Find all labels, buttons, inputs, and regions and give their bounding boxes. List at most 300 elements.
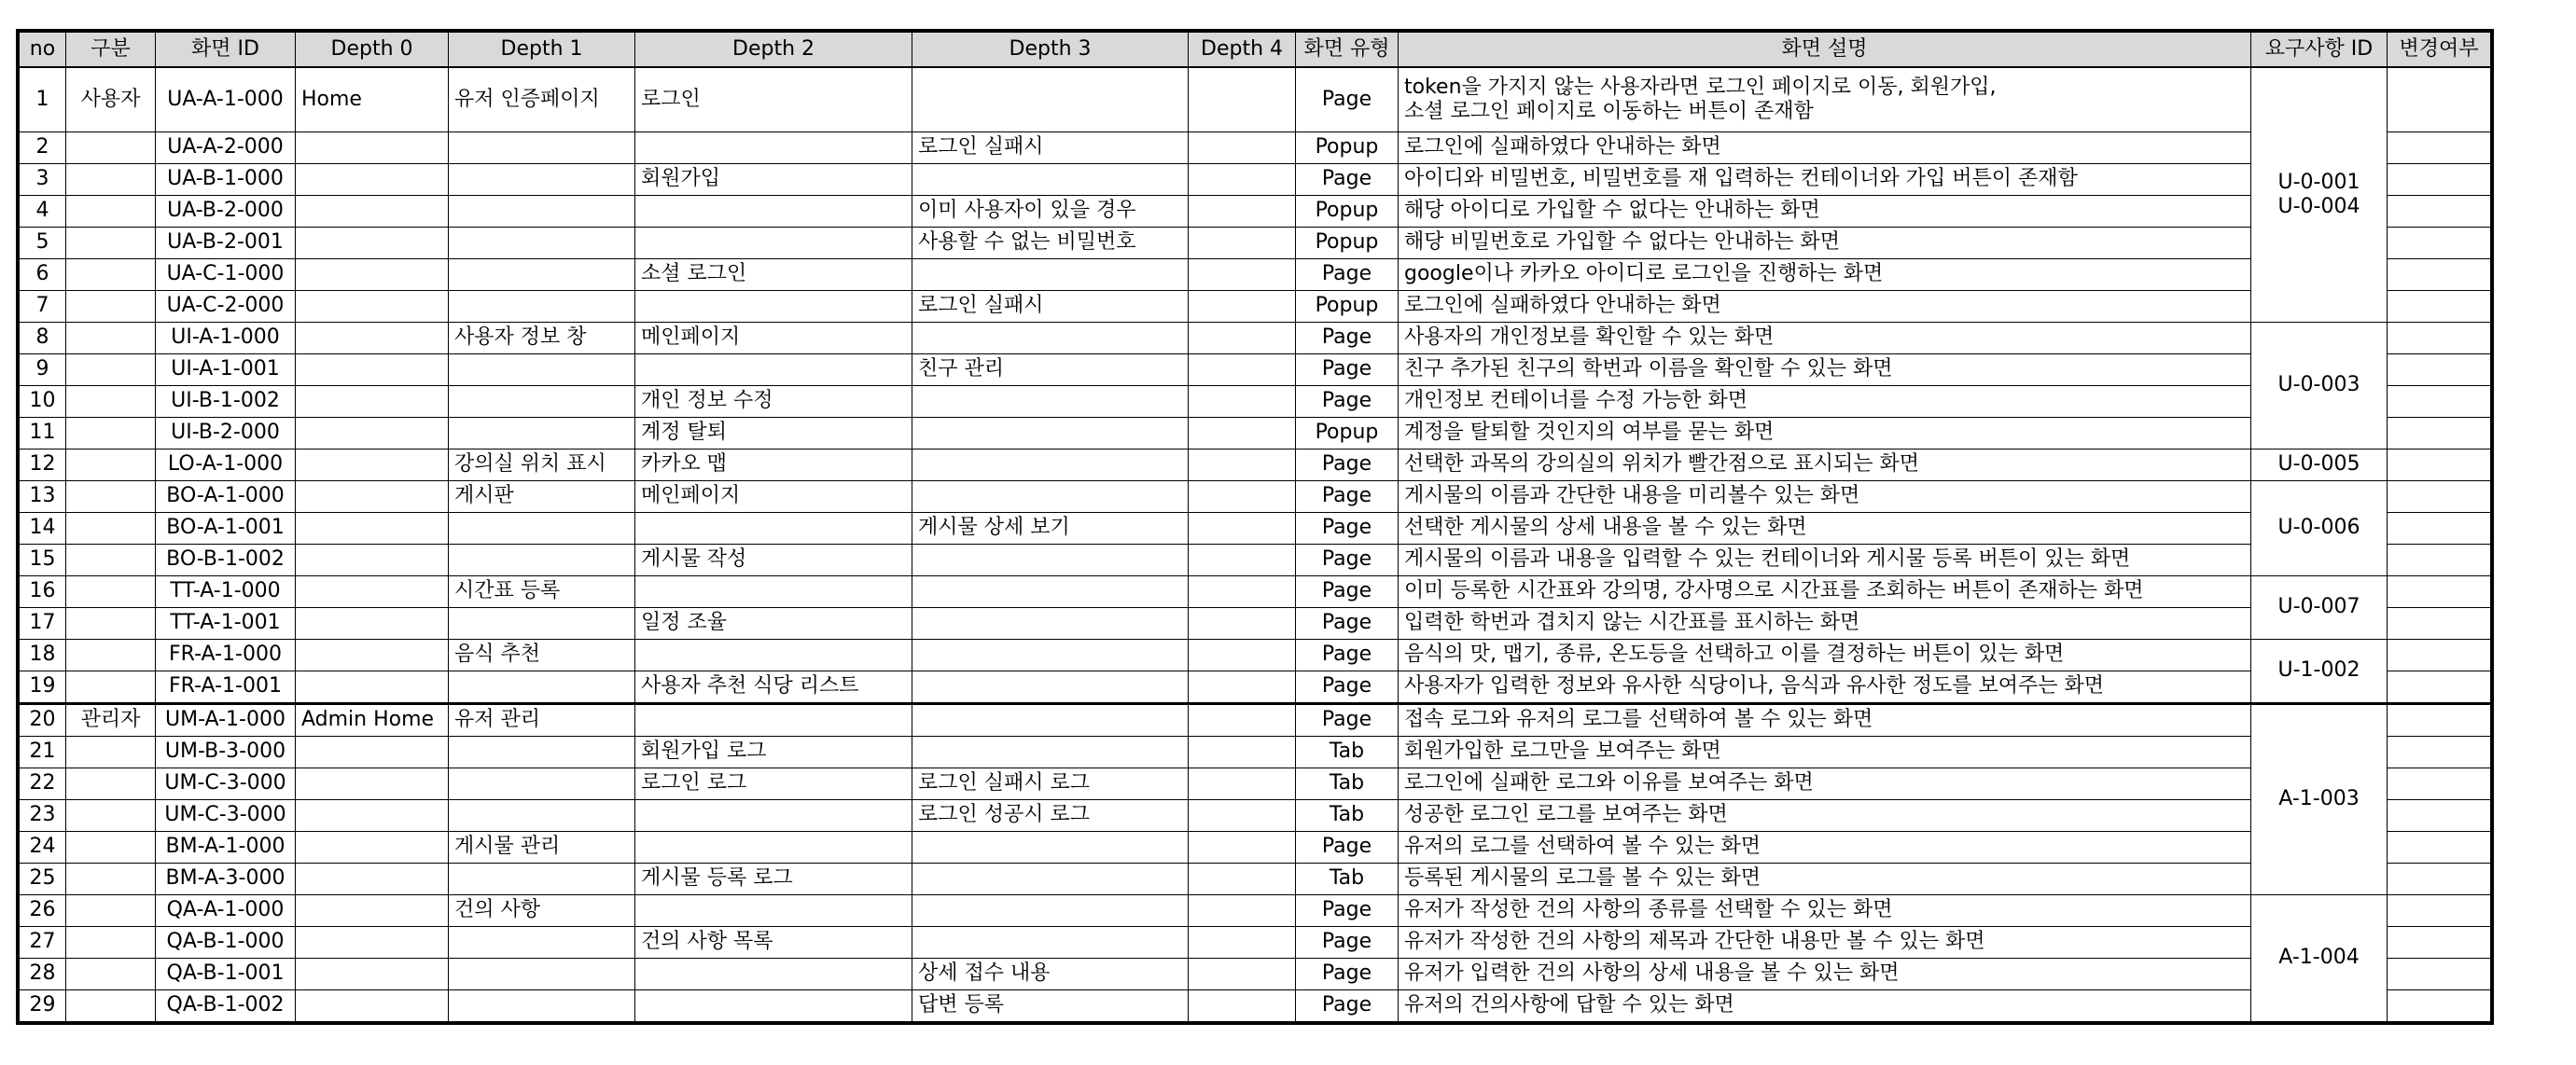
row-number: 1 [20, 67, 66, 132]
group-cell [66, 386, 156, 418]
description-cell [1399, 450, 2251, 481]
description-text: 게시물의 이름과 내용을 입력할 수 있는 컨테이너와 게시물 등록 버튼이 있는 화면 [1404, 547, 2131, 572]
depth1-cell [449, 132, 635, 164]
screen-id-cell: UM-C-3-000 [156, 800, 296, 832]
description-cell [1399, 640, 2251, 671]
depth0-cell [296, 132, 449, 164]
row-number: 20 [20, 704, 66, 737]
depth3-cell: 로그인 실패시 [912, 132, 1189, 164]
changed-cell [2388, 990, 2491, 1022]
group-cell [66, 545, 156, 576]
screen-type-cell: Page [1296, 259, 1399, 291]
description-cell [1399, 67, 2251, 132]
depth4-cell [1189, 228, 1296, 259]
changed-cell [2388, 418, 2491, 450]
row-number: 18 [20, 640, 66, 671]
table-row [20, 228, 2491, 259]
screen-id-cell: TT-A-1-000 [156, 576, 296, 608]
screen-id-cell: BO-A-1-001 [156, 513, 296, 545]
depth1-cell: 유저 관리 [449, 704, 635, 737]
depth3-cell: 로그인 실패시 [912, 291, 1189, 323]
requirement-id-cell: U-1-002 [2251, 640, 2388, 704]
table-row [20, 259, 2491, 291]
screen-type-cell: Page [1296, 164, 1399, 196]
description-cell [1399, 704, 2251, 737]
table-row [20, 513, 2491, 545]
depth2-cell [635, 196, 912, 228]
table-row [20, 196, 2491, 228]
header-cell: Depth 2 [635, 33, 912, 68]
table-body [20, 67, 2491, 1022]
row-number: 15 [20, 545, 66, 576]
group-cell: 사용자 [66, 67, 156, 132]
table-row [20, 386, 2491, 418]
depth1-cell: 유저 인증페이지 [449, 67, 635, 132]
depth2-cell: 메인페이지 [635, 481, 912, 513]
description-cell [1399, 323, 2251, 354]
table-row [20, 164, 2491, 196]
depth0-cell: Home [296, 67, 449, 132]
depth0-cell [296, 354, 449, 386]
depth0-cell [296, 323, 449, 354]
group-cell [66, 895, 156, 927]
depth3-cell: 로그인 실패시 로그 [912, 768, 1189, 800]
description-cell [1399, 671, 2251, 704]
depth1-cell [449, 737, 635, 768]
depth4-cell [1189, 990, 1296, 1022]
depth4-cell [1189, 864, 1296, 895]
depth0-cell [296, 576, 449, 608]
depth3-cell [912, 164, 1189, 196]
screen-id-cell: UA-C-1-000 [156, 259, 296, 291]
screen-type-cell: Page [1296, 832, 1399, 864]
group-cell [66, 608, 156, 640]
depth1-cell [449, 990, 635, 1022]
table-row [20, 608, 2491, 640]
screen-type-cell: Page [1296, 576, 1399, 608]
screen-id-cell: UA-C-2-000 [156, 291, 296, 323]
description-text: 등록된 게시물의 로그를 볼 수 있는 화면 [1404, 866, 1761, 891]
depth2-cell [635, 990, 912, 1022]
depth3-cell [912, 704, 1189, 737]
depth4-cell [1189, 800, 1296, 832]
description-cell [1399, 990, 2251, 1022]
header-cell: 화면 ID [156, 33, 296, 68]
depth4-cell [1189, 450, 1296, 481]
table-row [20, 67, 2491, 132]
description-cell [1399, 768, 2251, 800]
changed-cell [2388, 545, 2491, 576]
group-cell [66, 259, 156, 291]
table-row [20, 418, 2491, 450]
header-cell: Depth 0 [296, 33, 449, 68]
description-cell [1399, 832, 2251, 864]
screen-id-cell: UI-B-2-000 [156, 418, 296, 450]
screen-type-cell: Tab [1296, 864, 1399, 895]
description-text: 유저의 건의사항에 답할 수 있는 화면 [1404, 993, 1734, 1017]
description-text: 이미 등록한 시간표와 강의명, 강사명으로 시간표를 조회하는 버튼이 존재하는 화면 [1404, 579, 2144, 603]
description-text: 유저가 입력한 건의 사항의 상세 내용을 볼 수 있는 화면 [1404, 961, 1900, 986]
description-text: 해당 비밀번호로 가입할 수 없다는 안내하는 화면 [1404, 230, 1841, 255]
depth4-cell [1189, 576, 1296, 608]
screen-type-cell: Page [1296, 990, 1399, 1022]
description-cell [1399, 418, 2251, 450]
changed-cell [2388, 959, 2491, 990]
description-text-line2: 소셜 로그인 페이지로 이동하는 버튼이 존재함 [1404, 100, 1814, 123]
description-text: 계정을 탈퇴할 것인지의 여부를 묻는 화면 [1404, 421, 1775, 445]
header-cell: 화면 유형 [1296, 33, 1399, 68]
depth4-cell [1189, 291, 1296, 323]
requirement-id-cell: U-0-003 [2251, 323, 2388, 450]
group-cell [66, 132, 156, 164]
header-cell: 화면 설명 [1399, 33, 2251, 68]
description-text: 유저가 작성한 건의 사항의 제목과 간단한 내용만 볼 수 있는 화면 [1404, 930, 1985, 954]
depth1-cell [449, 608, 635, 640]
depth3-cell [912, 323, 1189, 354]
group-cell [66, 640, 156, 671]
depth3-cell [912, 450, 1189, 481]
changed-cell [2388, 386, 2491, 418]
depth4-cell [1189, 768, 1296, 800]
description-text: 회원가입한 로그만을 보여주는 화면 [1404, 740, 1721, 764]
description-text: 친구 추가된 친구의 학번과 이름을 확인할 수 있는 화면 [1404, 357, 1893, 381]
row-number: 16 [20, 576, 66, 608]
requirement-id-cell: A-1-004 [2251, 895, 2388, 1022]
depth0-cell [296, 895, 449, 927]
depth4-cell [1189, 196, 1296, 228]
depth0-cell [296, 608, 449, 640]
screen-id-cell: BM-A-1-000 [156, 832, 296, 864]
depth2-cell [635, 576, 912, 608]
row-number: 19 [20, 671, 66, 704]
group-cell [66, 196, 156, 228]
header-cell: 구분 [66, 33, 156, 68]
row-number: 23 [20, 800, 66, 832]
screen-type-cell: Popup [1296, 196, 1399, 228]
requirement-id-cell: U-0-005 [2251, 450, 2388, 481]
depth1-cell [449, 196, 635, 228]
depth0-cell [296, 927, 449, 959]
depth3-cell [912, 259, 1189, 291]
group-cell [66, 990, 156, 1022]
depth3-cell [912, 545, 1189, 576]
depth1-cell [449, 228, 635, 259]
screen-type-cell: Page [1296, 608, 1399, 640]
screen-id-cell: LO-A-1-000 [156, 450, 296, 481]
depth3-cell [912, 418, 1189, 450]
screen-id-cell: UA-B-2-001 [156, 228, 296, 259]
depth3-cell [912, 864, 1189, 895]
description-cell [1399, 895, 2251, 927]
depth0-cell: Admin Home [296, 704, 449, 737]
depth0-cell [296, 164, 449, 196]
depth1-cell: 강의실 위치 표시 [449, 450, 635, 481]
depth3-cell [912, 832, 1189, 864]
changed-cell [2388, 800, 2491, 832]
depth3-cell: 친구 관리 [912, 354, 1189, 386]
screen-type-cell: Page [1296, 513, 1399, 545]
depth1-cell [449, 513, 635, 545]
description-text: 해당 아이디로 가입할 수 없다는 안내하는 화면 [1404, 199, 1820, 223]
depth0-cell [296, 418, 449, 450]
screen-spec-table [19, 32, 2491, 1022]
depth4-cell [1189, 164, 1296, 196]
depth1-cell [449, 927, 635, 959]
group-cell [66, 864, 156, 895]
changed-cell [2388, 132, 2491, 164]
depth2-cell: 로그인 로그 [635, 768, 912, 800]
depth0-cell [296, 196, 449, 228]
group-cell [66, 768, 156, 800]
depth2-cell: 메인페이지 [635, 323, 912, 354]
description-cell [1399, 864, 2251, 895]
row-number: 6 [20, 259, 66, 291]
depth2-cell [635, 132, 912, 164]
depth2-cell: 개인 정보 수정 [635, 386, 912, 418]
screen-type-cell: Page [1296, 927, 1399, 959]
description-text: 로그인에 실패하였다 안내하는 화면 [1404, 135, 1721, 159]
table-row [20, 895, 2491, 927]
depth4-cell [1189, 608, 1296, 640]
depth3-cell [912, 481, 1189, 513]
group-cell: 관리자 [66, 704, 156, 737]
table-row [20, 132, 2491, 164]
description-cell [1399, 959, 2251, 990]
depth1-cell [449, 418, 635, 450]
screen-type-cell: Page [1296, 386, 1399, 418]
depth0-cell [296, 386, 449, 418]
description-cell [1399, 481, 2251, 513]
table-row [20, 576, 2491, 608]
table-row [20, 927, 2491, 959]
depth0-cell [296, 737, 449, 768]
depth4-cell [1189, 132, 1296, 164]
group-cell [66, 737, 156, 768]
screen-type-cell: Popup [1296, 418, 1399, 450]
row-number: 11 [20, 418, 66, 450]
screen-type-cell: Page [1296, 895, 1399, 927]
depth4-cell [1189, 832, 1296, 864]
screen-id-cell: UA-A-2-000 [156, 132, 296, 164]
screen-type-cell: Page [1296, 354, 1399, 386]
description-text: google이나 카카오 아이디로 로그인을 진행하는 화면 [1404, 262, 1884, 286]
screen-id-cell: BO-B-1-002 [156, 545, 296, 576]
description-cell [1399, 927, 2251, 959]
screen-id-cell: QA-B-1-000 [156, 927, 296, 959]
description-text: 성공한 로그인 로그를 보여주는 화면 [1404, 803, 1728, 827]
screen-type-cell: Page [1296, 671, 1399, 704]
depth4-cell [1189, 895, 1296, 927]
changed-cell [2388, 291, 2491, 323]
row-number: 28 [20, 959, 66, 990]
screen-id-cell: QA-A-1-000 [156, 895, 296, 927]
depth3-cell: 이미 사용자이 있을 경우 [912, 196, 1189, 228]
depth4-cell [1189, 513, 1296, 545]
depth2-cell: 회원가입 [635, 164, 912, 196]
row-number: 29 [20, 990, 66, 1022]
requirement-id-cell: U-0-007 [2251, 576, 2388, 640]
row-number: 27 [20, 927, 66, 959]
depth1-cell [449, 164, 635, 196]
depth4-cell [1189, 67, 1296, 132]
description-cell [1399, 291, 2251, 323]
table-row [20, 354, 2491, 386]
description-cell [1399, 576, 2251, 608]
row-number: 5 [20, 228, 66, 259]
depth3-cell: 사용할 수 없는 비밀번호 [912, 228, 1189, 259]
depth0-cell [296, 259, 449, 291]
group-cell [66, 927, 156, 959]
description-cell [1399, 164, 2251, 196]
changed-cell [2388, 354, 2491, 386]
changed-cell [2388, 481, 2491, 513]
depth2-cell: 일정 조율 [635, 608, 912, 640]
depth1-cell: 건의 사항 [449, 895, 635, 927]
table-row [20, 832, 2491, 864]
changed-cell [2388, 513, 2491, 545]
depth4-cell [1189, 927, 1296, 959]
depth1-cell [449, 959, 635, 990]
depth4-cell [1189, 386, 1296, 418]
depth1-cell: 게시판 [449, 481, 635, 513]
group-cell [66, 228, 156, 259]
depth0-cell [296, 671, 449, 704]
description-text: 유저가 작성한 건의 사항의 종류를 선택할 수 있는 화면 [1404, 898, 1893, 922]
depth0-cell [296, 228, 449, 259]
depth4-cell [1189, 959, 1296, 990]
row-number: 14 [20, 513, 66, 545]
depth3-cell: 게시물 상세 보기 [912, 513, 1189, 545]
table-row [20, 640, 2491, 671]
depth0-cell [296, 545, 449, 576]
header-cell: no [20, 33, 66, 68]
changed-cell [2388, 671, 2491, 704]
description-cell [1399, 386, 2251, 418]
table-row [20, 323, 2491, 354]
depth4-cell [1189, 737, 1296, 768]
changed-cell [2388, 927, 2491, 959]
group-cell [66, 450, 156, 481]
depth2-cell [635, 228, 912, 259]
depth2-cell: 계정 탈퇴 [635, 418, 912, 450]
screen-id-cell: QA-B-1-002 [156, 990, 296, 1022]
table-row [20, 768, 2491, 800]
group-cell [66, 576, 156, 608]
changed-cell [2388, 768, 2491, 800]
depth3-cell [912, 895, 1189, 927]
screen-id-cell: UA-B-2-000 [156, 196, 296, 228]
depth2-cell [635, 640, 912, 671]
depth1-cell: 사용자 정보 창 [449, 323, 635, 354]
description-text: 음식의 맛, 맵기, 종류, 온도등을 선택하고 이를 결정하는 버튼이 있는 화면 [1404, 643, 2065, 667]
table-row [20, 450, 2491, 481]
header-cell: 요구사항 ID [2251, 33, 2388, 68]
depth1-cell [449, 864, 635, 895]
table-row [20, 737, 2491, 768]
depth0-cell [296, 513, 449, 545]
depth4-cell [1189, 481, 1296, 513]
changed-cell [2388, 323, 2491, 354]
depth0-cell [296, 481, 449, 513]
screen-type-cell: Tab [1296, 800, 1399, 832]
depth1-cell [449, 259, 635, 291]
depth0-cell [296, 640, 449, 671]
screen-id-cell: BM-A-3-000 [156, 864, 296, 895]
description-text: token을 가지지 않는 사용자라면 로그인 페이지로 이동, 회원가입, [1404, 75, 1997, 99]
description-cell [1399, 354, 2251, 386]
changed-cell [2388, 640, 2491, 671]
group-cell [66, 164, 156, 196]
depth4-cell [1189, 545, 1296, 576]
row-number: 9 [20, 354, 66, 386]
row-number: 2 [20, 132, 66, 164]
depth2-cell: 건의 사항 목록 [635, 927, 912, 959]
description-cell [1399, 259, 2251, 291]
row-number: 24 [20, 832, 66, 864]
depth3-cell: 상세 접수 내용 [912, 959, 1189, 990]
changed-cell [2388, 228, 2491, 259]
screen-id-cell: UA-B-1-000 [156, 164, 296, 196]
description-text: 입력한 학번과 겹치지 않는 시간표를 표시하는 화면 [1404, 611, 1860, 635]
depth1-cell [449, 671, 635, 704]
depth0-cell [296, 990, 449, 1022]
screen-id-cell: UM-A-1-000 [156, 704, 296, 737]
depth0-cell [296, 864, 449, 895]
depth1-cell: 시간표 등록 [449, 576, 635, 608]
depth2-cell: 게시물 작성 [635, 545, 912, 576]
description-text: 로그인에 실패하였다 안내하는 화면 [1404, 294, 1721, 318]
description-text: 게시물의 이름과 간단한 내용을 미리볼수 있는 화면 [1404, 484, 1860, 508]
table-row [20, 704, 2491, 737]
screen-id-cell: UI-B-1-002 [156, 386, 296, 418]
group-cell [66, 323, 156, 354]
depth4-cell [1189, 671, 1296, 704]
depth3-cell [912, 671, 1189, 704]
changed-cell [2388, 704, 2491, 737]
description-text: 선택한 과목의 강의실의 위치가 빨간점으로 표시되는 화면 [1404, 452, 1920, 477]
screen-id-cell: FR-A-1-000 [156, 640, 296, 671]
table-row [20, 671, 2491, 704]
screen-id-cell: TT-A-1-001 [156, 608, 296, 640]
depth2-cell: 사용자 추천 식당 리스트 [635, 671, 912, 704]
group-cell [66, 354, 156, 386]
description-cell [1399, 608, 2251, 640]
screen-type-cell: Tab [1296, 737, 1399, 768]
description-cell [1399, 737, 2251, 768]
screen-type-cell: Popup [1296, 291, 1399, 323]
depth4-cell [1189, 259, 1296, 291]
description-text: 유저의 로그를 선택하여 볼 수 있는 화면 [1404, 835, 1761, 859]
requirement-id-cell: U-0-006 [2251, 481, 2388, 576]
screen-type-cell: Page [1296, 704, 1399, 737]
table-row [20, 291, 2491, 323]
screen-type-cell: Page [1296, 640, 1399, 671]
row-number: 25 [20, 864, 66, 895]
depth1-cell [449, 768, 635, 800]
group-cell [66, 959, 156, 990]
description-text: 사용자의 개인정보를 확인할 수 있는 화면 [1404, 325, 1775, 350]
description-cell [1399, 196, 2251, 228]
changed-cell [2388, 164, 2491, 196]
depth3-cell [912, 608, 1189, 640]
group-cell [66, 481, 156, 513]
changed-cell [2388, 259, 2491, 291]
changed-cell [2388, 832, 2491, 864]
changed-cell [2388, 895, 2491, 927]
depth1-cell [449, 386, 635, 418]
depth3-cell [912, 67, 1189, 132]
depth2-cell: 소셜 로그인 [635, 259, 912, 291]
